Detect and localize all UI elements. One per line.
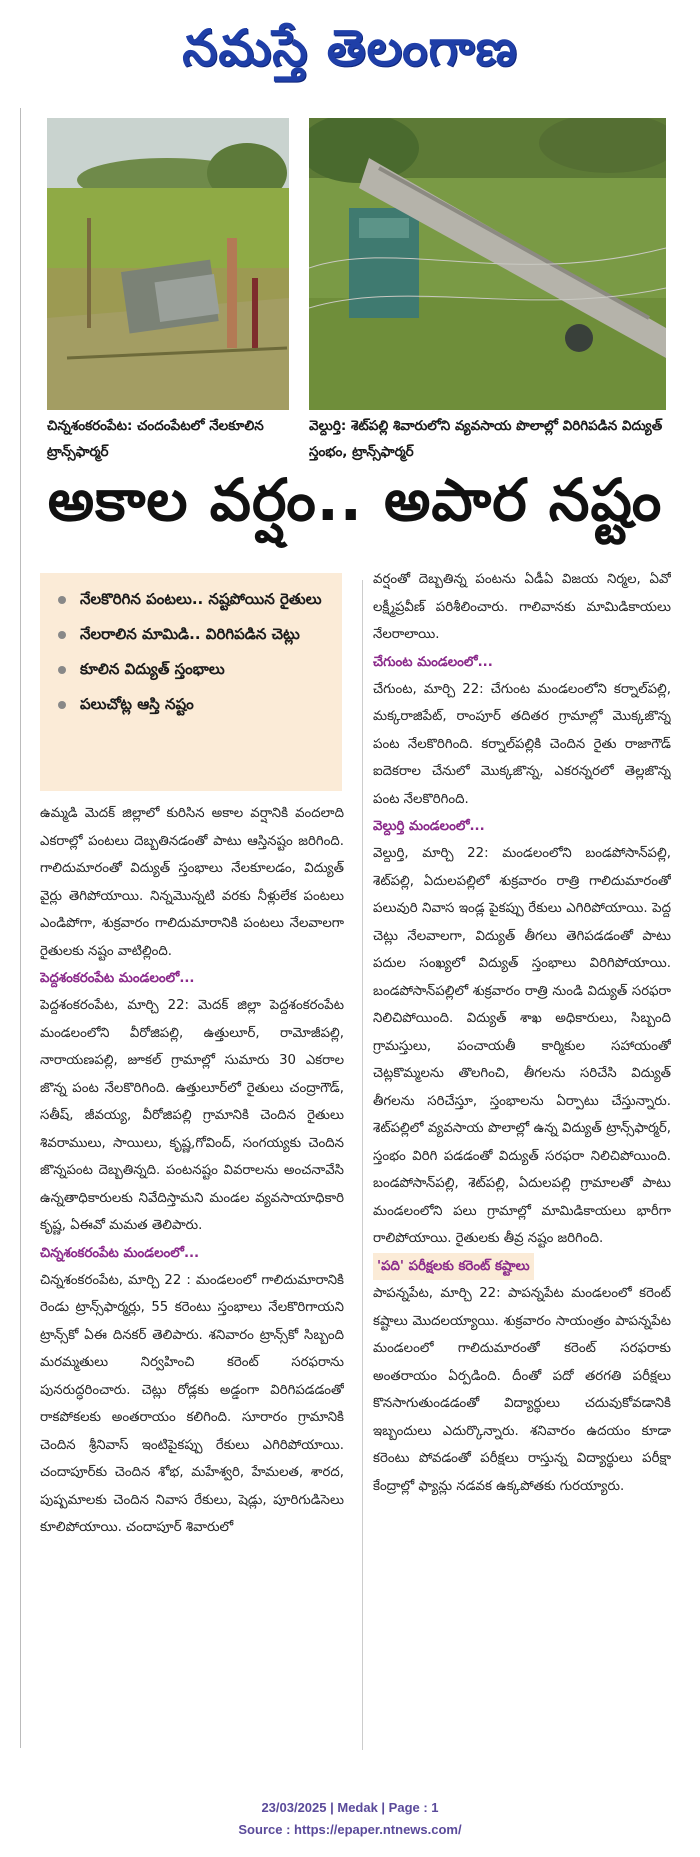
bullet-icon <box>58 631 66 639</box>
bullet-icon <box>58 596 66 604</box>
subheading-exams: 'పది' పరీక్షలకు కరెంట్ కష్టాలు <box>373 1253 534 1280</box>
subheading-peddashankarampet: పెద్దశంకరంపేట మండలంలో... <box>40 971 195 986</box>
paragraph-chinnashankarampet: చిన్నశంకరంపేట, మార్చి 22 : మండలంలో గాలిదుమారానికి రెండు ట్రాన్స్‌ఫార్మర్లు, 55 కరెంటు స్తంభాలు నేలకొరిగాయని ట్రాన్స్‌కో ఏఈ దినకర్ తెలిపారు. శనివారం ట్రాన్స్‌కో సిబ్బంది మరమ్మతులు నిర్వహించి కరెంట్ సరఫరాను పునరుద్ధరించారు. చెట్లు రోడ్లకు అడ్డంగా విరిగిపడడంతో రాకపోకలకు అంతరాయం కలిగింది. సూరారం గ్రామానికి చెందిన శ్రీనివాస్ ఇంటిపైకప్పు రేకులు ఎగిరిపోయాయి. చందాపూర్‌కు చెందిన శోభ, మహేశ్వరి, హేమలత, శారద, పుష్పమాలకు చెందిన నివాస రేకులు, షెడ్లు, పూరిగుడిసెలు కూలిపోయాయి. చందాపూర్ శివారులో <box>40 1272 344 1535</box>
footer-date-edition: 23/03/2025 | Medak | Page : 1 <box>261 1800 439 1815</box>
highlight-text: పలుచోట్ల ఆస్తి నష్టం <box>80 695 194 713</box>
subheading-chinnashankarampet: చిన్నశంకరంపేట మండలంలో... <box>40 1245 200 1261</box>
photo-left-caption: చిన్నశంకరంపేట: చందంపేటలో నేలకూలిన ట్రాన్స్‌ఫార్మర్ <box>47 418 264 460</box>
right-column <box>373 566 671 1750</box>
photo-broken-pole <box>309 118 666 410</box>
photo-fallen-transformer <box>47 118 289 410</box>
intro-paragraph: ఉమ్మడి మెదక్ జిల్లాలో కురిసిన అకాల వర్షానికి వందలాది ఎకరాల్లో పంటలు దెబ్బతినడంతో పాటు ఆస్తినష్టం జరిగింది. గాలిదుమారంతో విద్యుత్ స్తంభాలు నేలకూలడం, విద్యుత్ వైర్లు తెగిపోయాయి. నిన్నమొన్నటి వరకు నీళ్లులేక పంటలు ఎండిపోగా, శుక్రవారం గాలిదుమారానికి పంటలు నేలవాలగా రైతులకు నష్టం వాటిల్లింది. <box>40 806 344 959</box>
continued-paragraph: వర్షంతో దెబ్బతిన్న పంటను ఏడీఏ విజయ నిర్మల, ఏవో లక్ష్మీప్రవీణ్ పరిశీలించారు. గాలివానకు మామిడికాయలు నేలరాలాయి. <box>373 572 671 642</box>
left-margin-rule <box>20 108 21 1748</box>
highlight-text: నేలకొరిగిన పంటలు.. నష్టపోయిన రైతులు <box>80 590 322 608</box>
paragraph-exams: పాపన్నపేట, మార్చి 22: పాపన్నపేట మండలంలో కరెంట్ కష్టాలు మొదలయ్యాయి. శుక్రవారం సాయంత్రం పాపన్నపేట మండలంలో గాలిదుమారంతో కరెంట్ సరఫరాకు అంతరాయం ఏర్పడింది. దీంతో పదో తరగతి పరీక్షలు కొనసాగుతుండడంతో విద్యార్థులు చదువుకోవడానికి ఇబ్బందులు ఎదుర్కొన్నారు. శనివారం ఉదయం కూడా కరెంటు పోవడంతో పరీక్షలు రాస్తున్న విద్యార్థులు పరీక్షా కేంద్రాల్లో ఫ్యాన్లు నడవక ఉక్కపోతకు గురయ్యారు. <box>373 1286 671 1494</box>
left-column <box>40 800 344 1750</box>
highlights-box <box>40 573 342 791</box>
column-divider <box>362 580 363 1750</box>
highlight-item <box>40 690 342 719</box>
bullet-icon <box>58 666 66 674</box>
photo-right-caption: వెల్దుర్తి: శెట్‌పల్లి శివారులోని వ్యవసాయ పొలాల్లో విరిగిపడిన విద్యుత్ స్తంభం, ట్రాన్స్‌ఫార్మర్ <box>309 418 663 460</box>
subheading-exams-box <box>373 1253 671 1281</box>
article-headline: అకాల వర్షం.. అపార నష్టం <box>47 466 663 534</box>
highlight-text: నేలరాలిన మామిడి.. విరిగిపడిన చెట్లు <box>80 625 300 643</box>
bullet-icon <box>58 701 66 709</box>
subheading-chegunta: చేగుంట మండలంలో... <box>373 654 493 670</box>
paragraph-peddashankarampet: పెద్దశంకరంపేట, మార్చి 22: మెదక్ జిల్లా పెద్దశంకరంపేట మండలంలోని వీరోజిపల్లి, ఉత్తులూర్, రామోజీపల్లి, నారాయణపల్లి, జూకల్ గ్రామాల్లో సుమారు 30 ఎకరాల జొన్న పంట నేలకొరిగింది. ఉత్తులూర్‌లో రైతులు చంద్రాగౌడ్, సతీష్, జీవయ్య, వీరోజిపల్లి గ్రామానికి చెందిన రైతులు శివరాములు, సాయిలు, కృష్ణ,గోవింద్, సంగయ్యకు చెందిన జొన్నపంట దెబ్బతిన్నది. పంటనష్టం వివరాలను అంచనావేసి ఉన్నతాధికారులకు నివేదిస్తామని మండల వ్యవసాయాధికారి కృష్ణ, ఏఈవో మమత తెలిపారు. <box>40 998 344 1233</box>
highlight-item <box>40 620 342 649</box>
paragraph-chegunta: చేగుంట, మార్చి 22: చేగుంట మండలంలోని కర్నాల్‌పల్లి, మక్కరాజిపేట్, రాంపూర్ తదితర గ్రామాల్లో మొక్కజొన్న పంట నేలకొరిగింది. కర్నాల్‌పల్లికి చెందిన రైతు రాజాగౌడ్ ఐదెకరాల చేనులో మొక్కజొన్న, ఎకరన్నరలో తెల్లజొన్న పంట నేలకొరిగింది. <box>373 681 671 807</box>
highlight-text: కూలిన విద్యుత్ స్తంభాలు <box>80 660 225 678</box>
subheading-veldurthi: వెల్దుర్తి మండలంలో... <box>373 819 485 834</box>
highlight-item <box>40 655 342 684</box>
highlight-item <box>40 585 342 614</box>
footer-source-link[interactable]: Source : https://epaper.ntnews.com/ <box>238 1822 462 1837</box>
newspaper-masthead: నమస్తే తెలంగాణ <box>182 19 518 77</box>
paragraph-veldurthi: వెల్దుర్తి, మార్చి 22: మండలంలోని బండపోసాన్‌పల్లి, శెట్‌పల్లి, ఏదులపల్లిలో శుక్రవారం రాత్రి గాలిదుమారంతో పలువురి నివాస ఇండ్ల పైకప్పు రేకులు ఎగిరిపోయాయి. పెద్ద చెట్లు నేలవాలగా, విద్యుత్ తీగలు తెగిపడడంతో పాటు పదుల సంఖ్యలో విద్యుత్ స్తంభాలు విరిగిపోయాయి. బండపోసాన్‌పల్లిలో శుక్రవారం రాత్రి నుండి విద్యుత్ సరఫరా నిలిచిపోయింది. విద్యుత్ శాఖ అధికారులు, సిబ్బంది గ్రామస్తులు, పంచాయతీ కార్మికుల సహాయంతో చెట్లకొమ్మలను తొలగించి, తీగలను సరిచేసి విద్యుత్ తీగలను సరిచేస్తూ, స్తంభాలను ఏర్పాటు చేస్తున్నారు. శెట్‌పల్లిలో వ్యవసాయ పొలాల్లో ఉన్న విద్యుత్ ట్రాన్స్‌ఫార్మర్, స్తంభం విరిగి పడడంతో విద్యుత్ సరఫరా నిలిచిపోయింది. బండపోసాన్‌పల్లి, శెట్‌పల్లి, ఏదులపల్లి గ్రామాలతో పాటు మండలంలోని పలు గ్రామాల్లో మామిడికాయలు భారీగా రాలిపోయాయి. రైతులకు తీవ్ర నష్టం జరిగింది. <box>373 846 671 1246</box>
